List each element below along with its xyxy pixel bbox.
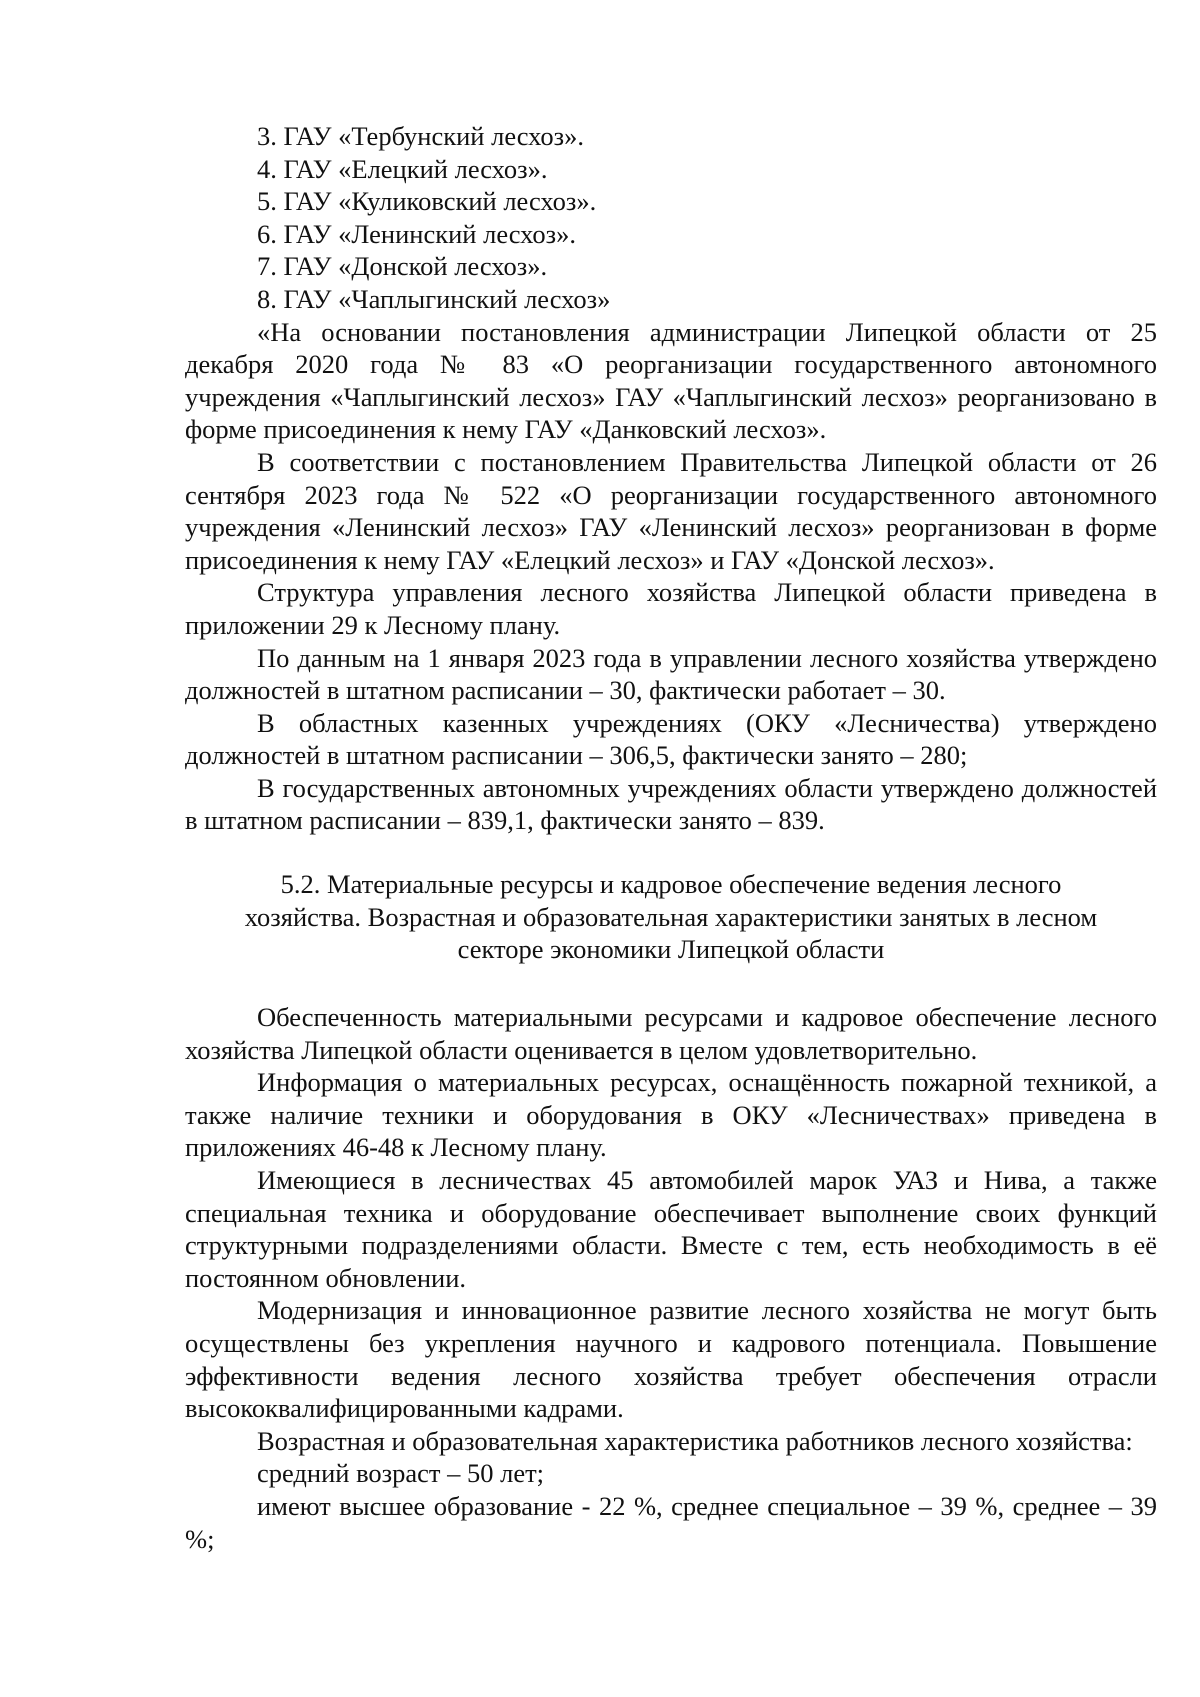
- paragraph-modernization: Модернизация и инновационное развитие лесного хозяйства не могут быть осуществлены без укрепления научного и кадрового потенциала. Повышение эффективности ведения лесного хозяйства требует обеспечения отрасли высококвалифицированными кадрами.: [185, 1295, 1157, 1424]
- list-item: 5. ГАУ «Куликовский лесхоз».: [257, 186, 597, 217]
- section-heading: [185, 868, 1157, 966]
- section-heading-line: хозяйства. Возрастная и образовательная характеристики занятых в лесном: [244, 901, 1098, 932]
- paragraph-staff-gau: В государственных автономных учреждениях области утверждено должностей в штатном расписании – 839,1, фактически занято – 839.: [185, 772, 1157, 836]
- section-heading-line: 5.2. Материальные ресурсы и кадровое обеспечение ведения лесного: [280, 869, 1062, 899]
- top-text-block: [185, 120, 1157, 837]
- paragraph-staff-oku: В областных казенных учреждениях (ОКУ «Лесничества) утверждено должностей в штатном расписании – 306,5, фактически занято – 280;: [185, 707, 1157, 771]
- list-item: 6. ГАУ «Ленинский лесхоз».: [257, 218, 576, 249]
- list-item: 8. ГАУ «Чаплыгинский лесхоз»: [257, 283, 611, 314]
- list-item: 7. ГАУ «Донской лесхоз».: [257, 251, 548, 282]
- list-item: 4. ГАУ «Елецкий лесхоз».: [257, 153, 548, 184]
- section-text-block: [185, 1001, 1157, 1555]
- section-heading-line: секторе экономики Липецкой области: [457, 934, 885, 965]
- paragraph-resources: Обеспеченность материальными ресурсами и кадровое обеспечение лесного хозяйства Липецкой области оценивается в целом удовлетворительно.: [185, 1002, 1157, 1065]
- paragraph-vehicles: Имеющиеся в лесничествах 45 автомобилей марок УАЗ и Нива, а также специальная техника и оборудование обеспечивает выполнение своих функций структурными подразделениями области. Вместе с тем, есть необходимость в её постоянном обновлении.: [185, 1164, 1157, 1293]
- list-item: 3. ГАУ «Тербунский лесхоз».: [257, 121, 584, 151]
- paragraph-reorganization-2020: «На основании постановления администрации Липецкой области от 25 декабря 2020 года № 83 «О реорганизации государственного автономного учреждения «Чаплыгинский лесхоз» ГАУ «Чаплыгинский лесхоз» реорганизовано в форме присоединения к нему ГАУ «Данковский лесхоз».: [185, 316, 1157, 445]
- stat-education: имеют высшее образование - 22 %, среднее специальное – 39 %, среднее – 39 %;: [185, 1490, 1157, 1554]
- paragraph-structure: Структура управления лесного хозяйства Липецкой области приведена в приложении 29 к Лесному плану.: [185, 577, 1157, 640]
- paragraph-reorganization-2023: В соответствии с постановлением Правительства Липецкой области от 26 сентября 2023 года № 522 «О реорганизации государственного автономного учреждения «Ленинский лесхоз» ГАУ «Ленинский лесхоз» реорганизован в форме присоединения к нему ГАУ «Елецкий лесхоз» и ГАУ «Донской лесхоз».: [185, 446, 1157, 575]
- paragraph-staff-management: По данным на 1 января 2023 года в управлении лесного хозяйства утверждено должностей в штатном расписании – 30, фактически работает – 30.: [185, 642, 1157, 706]
- paragraph-equipment-info: Информация о материальных ресурсах, оснащённость пожарной техникой, а также наличие техники и оборудования в ОКУ «Лесничествах» приведена в приложениях 46-48 к Лесному плану.: [185, 1067, 1157, 1163]
- stat-average-age: средний возраст – 50 лет;: [257, 1458, 545, 1489]
- paragraph-workforce-characteristics: Возрастная и образовательная характеристика работников лесного хозяйства:: [257, 1425, 1133, 1456]
